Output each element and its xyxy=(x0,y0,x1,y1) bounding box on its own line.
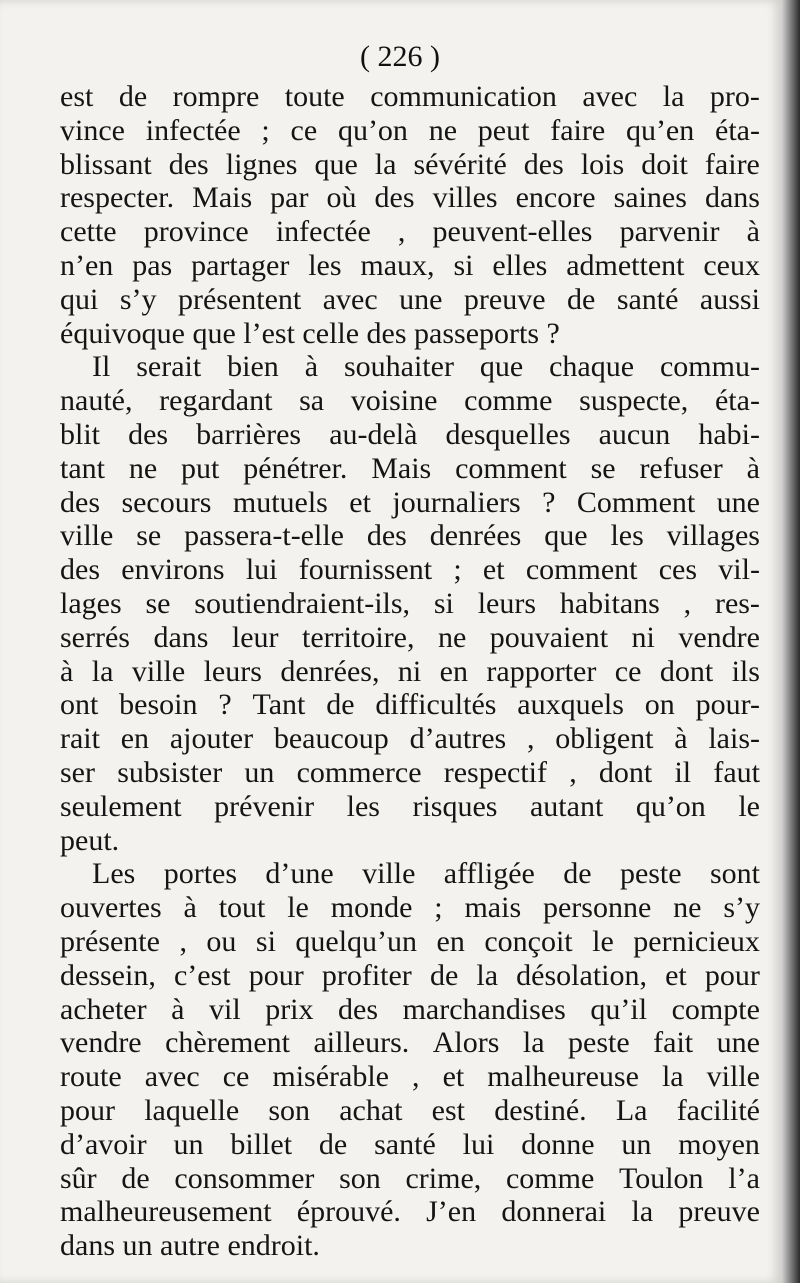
page-edge xyxy=(782,0,800,1283)
text-line: sûr de consommer son crime, comme Toulon l’a xyxy=(60,1161,760,1195)
text-line: ouvertes à tout le monde ; mais personne ne s’y xyxy=(60,891,760,925)
text-line: vendre chèrement ailleurs. Alors la peste fait une xyxy=(60,1026,760,1060)
text-line: acheter à vil prix des marchandises qu’il compte xyxy=(60,992,760,1026)
body-text xyxy=(60,80,760,1263)
page-number: ( 226 ) xyxy=(360,40,440,73)
text-line: lages se soutiendraient-ils, si leurs habitans , res- xyxy=(60,586,760,620)
text-line: des environs lui fournissent ; et comment ces vil- xyxy=(60,553,760,587)
text-line: d’avoir un billet de santé lui donne un moyen xyxy=(60,1127,760,1161)
text-line: cette province infectée , peuvent-elles parvenir à xyxy=(60,215,760,249)
text-line: peut. xyxy=(60,823,120,857)
text-line: rait en ajouter beaucoup d’autres , obligent à lais- xyxy=(60,722,760,756)
text-line: tant ne put pénétrer. Mais comment se refuser à xyxy=(60,451,760,485)
text-line: nauté, regardant sa voisine comme suspecte, éta- xyxy=(60,384,760,418)
text-line: Il serait bien à souhaiter que chaque commu- xyxy=(92,350,760,384)
text-line: Les portes d’une ville affligée de peste sont xyxy=(92,857,760,891)
text-line: respecter. Mais par où des villes encore saines dans xyxy=(60,181,760,215)
text-line: blissant des lignes que la sévérité des lois doit faire xyxy=(60,147,760,181)
text-line: blit des barrières au-delà desquelles aucun habi- xyxy=(60,417,760,451)
paragraph xyxy=(60,857,760,1263)
text-line: route avec ce misérable , et malheureuse la ville xyxy=(60,1060,760,1094)
paragraph xyxy=(60,80,760,350)
text-line: qui s’y présentent avec une preuve de santé aussi xyxy=(60,282,760,316)
text-line: présente , ou si quelqu’un en conçoit le pernicieux xyxy=(60,924,760,958)
text-line: dans un autre endroit. xyxy=(60,1229,320,1263)
text-line: est de rompre toute communication avec la pro- xyxy=(60,80,760,113)
text-line: ont besoin ? Tant de difficultés auxquels on pour- xyxy=(60,688,760,722)
text-line: serrés dans leur territoire, ne pouvaient ni vendre xyxy=(60,620,760,654)
text-line: ser subsister un commerce respectif , dont il faut xyxy=(60,755,760,789)
text-line: dessein, c’est pour profiter de la désolation, et pour xyxy=(60,958,760,992)
text-line: vince infectée ; ce qu’on ne peut faire qu’en éta- xyxy=(60,113,760,147)
text-line: seulement prévenir les risques autant qu’on le xyxy=(60,789,760,823)
text-line: pour laquelle son achat est destiné. La facilité xyxy=(60,1093,760,1127)
text-line: n’en pas partager les maux, si elles admettent ceux xyxy=(60,248,760,282)
paragraph xyxy=(60,350,760,857)
text-line: équivoque que l’est celle des passeports ? xyxy=(60,316,560,350)
text-line: ville se passera-t-elle des denrées que les villages xyxy=(60,519,760,553)
text-line: malheureusement éprouvé. J’en donnerai la preuve xyxy=(60,1195,760,1229)
text-line: des secours mutuels et journaliers ? Comment une xyxy=(60,485,760,519)
text-line: à la ville leurs denrées, ni en rapporter ce dont ils xyxy=(60,654,760,688)
